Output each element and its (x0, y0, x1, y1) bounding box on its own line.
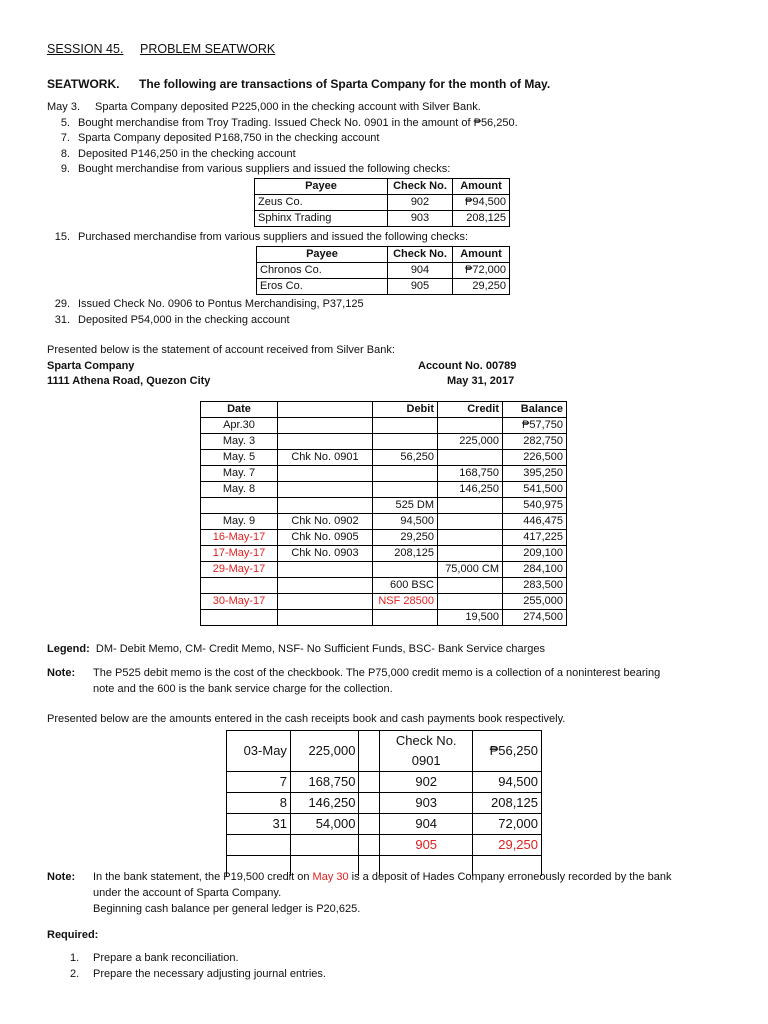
cell-debit: 600 BSC (373, 578, 438, 594)
cell-date: 31 (227, 814, 291, 835)
cell-debit: NSF 28500 (373, 594, 438, 610)
table-row (227, 731, 542, 772)
cell-date: May. 7 (201, 466, 278, 482)
transaction-item: 9. Bought merchandise from various suppliers and issued the following checks: (60, 163, 451, 175)
table-row (201, 482, 567, 498)
table-row (201, 610, 567, 626)
books-table (226, 730, 542, 876)
table-row (227, 793, 542, 814)
cell-receipt: 225,000 (290, 731, 359, 772)
table-row (201, 498, 567, 514)
cell-date: Apr.30 (201, 418, 278, 434)
account-number: Account No. 00789 (418, 360, 517, 372)
cell-spacer (359, 835, 380, 856)
seatwork-instruction: The following are transactions of Sparta Company for the month of May. (139, 77, 551, 91)
cell-ref (278, 434, 373, 450)
books-intro: Presented below are the amounts entered in the cash receipts book and cash payments book respectively. (47, 713, 566, 725)
cell-date: 03-May (227, 731, 291, 772)
cell-balance: 540,975 (503, 498, 567, 514)
col-header: Check No. (388, 179, 453, 195)
required-label: Required: (47, 929, 99, 941)
cell-date (201, 498, 278, 514)
cell-debit (373, 482, 438, 498)
required-item: 2. Prepare the necessary adjusting journal entries. (70, 968, 326, 980)
col-header-date: Date (201, 402, 278, 418)
cell-debit (373, 434, 438, 450)
cell-ref (278, 578, 373, 594)
cell-receipt: 54,000 (290, 814, 359, 835)
cell-balance: 541,500 (503, 482, 567, 498)
cell-spacer (359, 814, 380, 835)
cell-receipt (290, 835, 359, 856)
company-name: Sparta Company (47, 360, 135, 372)
cell-check: 903 (380, 793, 473, 814)
bank-statement-table (200, 401, 567, 626)
table-row (201, 562, 567, 578)
table-row (201, 418, 567, 434)
cell-credit (438, 530, 503, 546)
session-number: SESSION 45. (47, 42, 124, 56)
cell-credit: 75,000 CM (438, 562, 503, 578)
table-row (201, 530, 567, 546)
cell-debit (373, 418, 438, 434)
checks-table-may15 (256, 246, 510, 295)
cell-balance: 255,000 (503, 594, 567, 610)
cell-date: May. 8 (201, 482, 278, 498)
cell-debit: 94,500 (373, 514, 438, 530)
col-header: Amount (453, 179, 510, 195)
cell-date: May. 9 (201, 514, 278, 530)
col-header: Payee (257, 247, 388, 263)
col-header-credit: Credit (438, 402, 503, 418)
cell-ref (278, 482, 373, 498)
cell-debit (373, 562, 438, 578)
cell-ref: Chk No. 0901 (278, 450, 373, 466)
table-row (201, 594, 567, 610)
col-header-debit: Debit (373, 402, 438, 418)
note-label: Note: (47, 871, 76, 883)
cell-balance: 282,750 (503, 434, 567, 450)
cell-balance: 395,250 (503, 466, 567, 482)
cell-credit: 168,750 (438, 466, 503, 482)
cell-payment: 29,250 (473, 835, 542, 856)
transaction-item: 15. Purchased merchandise from various suppliers and issued the following checks: (54, 231, 469, 243)
cell-credit (438, 594, 503, 610)
table-row (201, 514, 567, 530)
cell-credit: 225,000 (438, 434, 503, 450)
note-text: Beginning cash balance per general ledger is P20,625. (93, 903, 361, 915)
cell-credit (438, 546, 503, 562)
cell-ref: Chk No. 0905 (278, 530, 373, 546)
legend: Legend: DM- Debit Memo, CM- Credit Memo, NSF- No Sufficient Funds, BSC- Bank Service charges (47, 643, 545, 655)
transaction-item: 31. Deposited P54,000 in the checking account (54, 314, 290, 326)
statement-date: May 31, 2017 (447, 375, 515, 387)
cell-ref: Chk No. 0902 (278, 514, 373, 530)
table-row (201, 466, 567, 482)
cell-credit (438, 578, 503, 594)
cell-date: May. 5 (201, 450, 278, 466)
cell-debit: 208,125 (373, 546, 438, 562)
cell-spacer (359, 772, 380, 793)
cell-date (227, 835, 291, 856)
page-title: PROBLEM SEATWORK (140, 42, 276, 56)
cell-credit (438, 418, 503, 434)
cell-check: Check No. 0901 (380, 731, 473, 772)
required-item: 1. Prepare a bank reconciliation. (70, 952, 239, 964)
table-row (201, 578, 567, 594)
note-text: note and the 600 is the bank service charge for the collection. (93, 683, 393, 695)
cell-check: 902 (380, 772, 473, 793)
table-row (201, 546, 567, 562)
cell-ref (278, 418, 373, 434)
cell-date: 16-May-17 (201, 530, 278, 546)
col-header: Payee (255, 179, 388, 195)
cell-credit: 19,500 (438, 610, 503, 626)
cell-date: 30-May-17 (201, 594, 278, 610)
cell-balance: 446,475 (503, 514, 567, 530)
cell-date: 17-May-17 (201, 546, 278, 562)
cell-date: 29-May-17 (201, 562, 278, 578)
cell-ref (278, 594, 373, 610)
table-row (201, 450, 567, 466)
cell-check: 904 (380, 814, 473, 835)
table-row: Chronos Co. 904 ₱72,000 (257, 263, 510, 279)
cell-receipt: 168,750 (290, 772, 359, 793)
seatwork-label: SEATWORK. (47, 77, 120, 91)
cell-ref (278, 498, 373, 514)
table-row: Eros Co. 905 29,250 (257, 279, 510, 295)
cell-payment: 208,125 (473, 793, 542, 814)
cell-payment: ₱56,250 (473, 731, 542, 772)
table-row (227, 835, 542, 856)
cell-balance: 274,500 (503, 610, 567, 626)
col-header-balance: Balance (503, 402, 567, 418)
cell-ref (278, 466, 373, 482)
cell-date: 8 (227, 793, 291, 814)
transaction-item: 5. Bought merchandise from Troy Trading. Issued Check No. 0901 in the amount of ₱56,250. (60, 117, 518, 129)
note-label: Note: (47, 667, 76, 679)
cell-ref (278, 562, 373, 578)
table-row: Zeus Co. 902 ₱94,500 (255, 195, 510, 211)
cell-balance: 226,500 (503, 450, 567, 466)
transaction-item: May 3. Sparta Company deposited P225,000 in the checking account with Silver Bank. (47, 101, 481, 113)
checks-table-may9 (254, 178, 510, 227)
table-row (227, 772, 542, 793)
cell-ref: Chk No. 0903 (278, 546, 373, 562)
cell-credit (438, 514, 503, 530)
note-text: The P525 debit memo is the cost of the checkbook. The P75,000 credit memo is a collection of a noninterest bearing (93, 667, 661, 679)
cell-payment: 72,000 (473, 814, 542, 835)
cell-balance: 209,100 (503, 546, 567, 562)
cell-debit (373, 610, 438, 626)
cell-balance: 283,500 (503, 578, 567, 594)
cell-credit: 146,250 (438, 482, 503, 498)
cell-balance: 417,225 (503, 530, 567, 546)
table-row: Sphinx Trading 903 208,125 (255, 211, 510, 227)
transaction-item: 8. Deposited P146,250 in the checking account (60, 148, 296, 160)
cell-balance: 284,100 (503, 562, 567, 578)
col-header-ref (278, 402, 373, 418)
cell-balance: ₱57,750 (503, 418, 567, 434)
cell-payment: 94,500 (473, 772, 542, 793)
cell-date: May. 3 (201, 434, 278, 450)
cell-debit (373, 466, 438, 482)
col-header: Amount (453, 247, 510, 263)
table-row (227, 814, 542, 835)
transaction-item: 7. Sparta Company deposited P168,750 in the checking account (60, 132, 380, 144)
cell-credit (438, 450, 503, 466)
cell-date (201, 578, 278, 594)
cell-debit: 56,250 (373, 450, 438, 466)
note-text: under the account of Sparta Company. (93, 887, 282, 899)
cell-date (201, 610, 278, 626)
company-address: 1111 Athena Road, Quezon City (47, 375, 211, 387)
col-header: Check No. (388, 247, 453, 263)
cell-spacer (359, 731, 380, 772)
transaction-item: 29. Issued Check No. 0906 to Pontus Merchandising, P37,125 (54, 298, 364, 310)
table-row (201, 434, 567, 450)
statement-intro: Presented below is the statement of account received from Silver Bank: (47, 344, 395, 356)
cell-spacer (359, 793, 380, 814)
note-text: In the bank statement, the P19,500 credit on May 30 is a deposit of Hades Company erroneously recorded by the bank (93, 871, 672, 883)
cell-date: 7 (227, 772, 291, 793)
cell-receipt: 146,250 (290, 793, 359, 814)
cell-debit: 29,250 (373, 530, 438, 546)
cell-credit (438, 498, 503, 514)
cell-ref (278, 610, 373, 626)
cell-check: 905 (380, 835, 473, 856)
cell-debit: 525 DM (373, 498, 438, 514)
